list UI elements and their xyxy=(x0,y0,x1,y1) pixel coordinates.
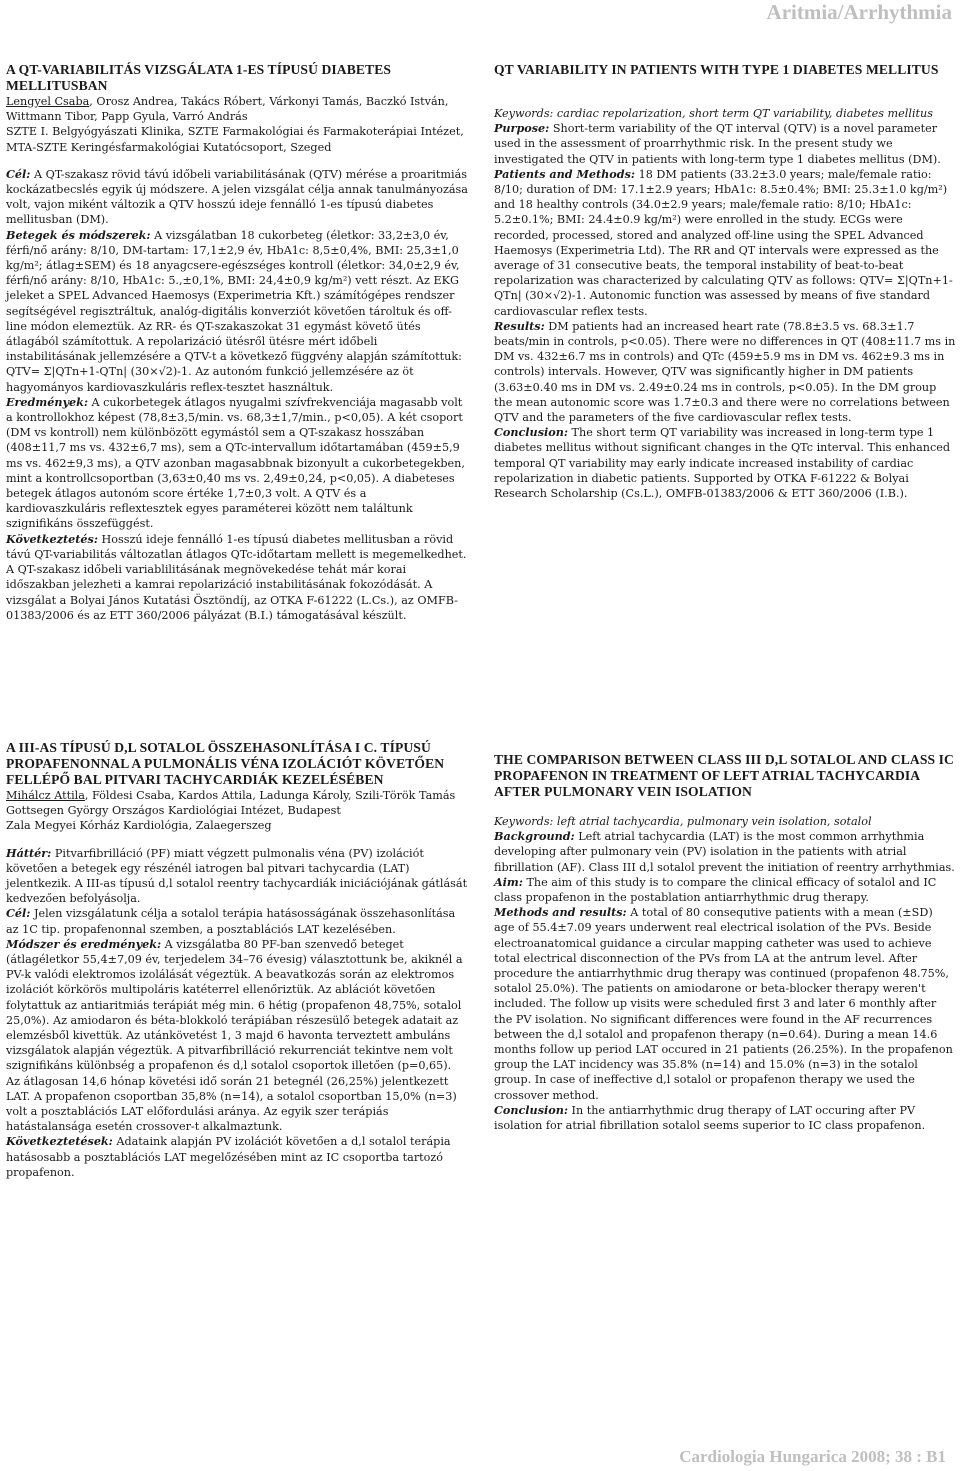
section-text: The aim of this study is to compare the clinical efficacy of sotalol and IC class propafenon in the postablation antiarrhythmic drug therapy. xyxy=(494,875,937,905)
affiliation: SZTE I. Belgyógyászati Klinika, SZTE Farmakológiai és Farmakoterápiai Intézet, MTA-SZTE Keringésfarmakológiai Kutatócsoport, Szeged xyxy=(6,125,464,154)
section-conclusion xyxy=(494,1103,956,1133)
affiliation-2: Zala Megyei Kórház Kardiológia, Zalaegerszeg xyxy=(6,819,272,833)
journal-footer: Cardiologia Hungarica 2008; 38 : B1 xyxy=(679,1447,946,1466)
abstract-title: A QT-VARIABILITÁS VIZSGÁLATA 1-ES TÍPUSÚ DIABETES MELLITUSBAN xyxy=(6,62,392,93)
section-label: Patients and Methods: xyxy=(494,166,636,181)
section-label: Következtetés: xyxy=(6,531,98,546)
presenting-author: Lengyel Csaba xyxy=(6,95,90,108)
section-label: Betegek és módszerek: xyxy=(6,227,151,242)
section-label: Aim: xyxy=(494,874,523,889)
section-label: Conclusion: xyxy=(494,1102,568,1117)
section-text: A cukorbetegek átlagos nyugalmi szívfrekvenciája magasabb volt a kontrollokhoz képest (78,8±3,5/min. vs. 68,3±1,7/min., p<0,05). A két csoport (DM vs kontroll) nem különbözött egymástól sem a QT-szakasz hosszában (408±11,7 ms vs. 432±6,7 ms), sem a QTc-intervallum időtartamában (459±5,9 ms vs. 462±9,3 ms), a QTV azonban magasabbnak bizonyult a cukorbetegekben, mint a kontrollcsoportban (3,63±0,40 ms vs. 2,49±0,24, p<0,05). A diabeteses betegek átlagos autonóm score értéke 1,7±0,3 volt. A QTV és a kardiovaszkuláris reflextesztek egyes paraméterei között nem találtunk szignifikáns összefüggést. xyxy=(6,395,465,531)
section-label: Módszer és eredmények: xyxy=(6,936,162,951)
abstract-1-english xyxy=(494,62,956,501)
section-label: Háttér: xyxy=(6,845,52,860)
section-methods xyxy=(6,937,468,1135)
section-conclusion xyxy=(494,425,956,501)
abstract-1-hungarian xyxy=(6,62,468,623)
section-text: Short-term variability of the QT interval (QTV) is a novel parameter used in the assessment of proarrhythmic risk. In the present study we investigated the QTV in patients with long-term type 1 diabetes mellitus (DM). xyxy=(494,122,941,166)
abstract-title: QT VARIABILITY IN PATIENTS WITH TYPE 1 DIABETES MELLITUS xyxy=(494,62,939,77)
section-methods xyxy=(6,228,468,395)
co-authors: , Orosz Andrea, Takács Róbert, Várkonyi Tamás, Baczkó István, Wittmann Tibor, Papp Gyula, Varró András xyxy=(6,95,449,124)
running-head: Aritmia/Arrhythmia xyxy=(766,0,952,24)
section-text: DM patients had an increased heart rate (78.8±3.5 vs. 68.3±1.7 beats/min in controls, p<0.05). There were no differences in QT (408±11.7 ms in DM vs. 432±6.7 ms in controls) and QTc (459±5.9 ms in DM vs. 462±9.3 ms in controls) intervals. However, QTV was significantly higher in DM patients (3.63±0.40 ms in DM vs. 2.49±0.24 ms in controls, p<0.05). In the DM group the mean autonomic score was 1.7±0.3 and there were no correlations between QTV and the parameters of the five cardiovascular reflex tests. xyxy=(494,319,956,425)
section-background xyxy=(6,846,468,907)
section-results xyxy=(494,319,956,425)
section-background xyxy=(494,829,956,875)
section-text: In the antiarrhythmic drug therapy of LAT occuring after PV isolation for atrial fibrillation sotalol seems superior to IC class propafenon. xyxy=(494,1103,926,1133)
section-label: Results: xyxy=(494,318,545,333)
section-conclusion xyxy=(6,532,468,623)
author-list xyxy=(6,94,468,124)
section-label: Eredmények: xyxy=(6,394,88,409)
section-text: Adataink alapján PV izolációt követően a d,l sotalol terápia hatásosabb a posztablációs LAT megelőzésében mint az IC csoportba tartozó propafenon. xyxy=(6,1135,451,1179)
section-text: Pitvarfibrilláció (PF) miatt végzett pulmonalis véna (PV) izolációt követően a betegek egy részénél iatrogen bal pitvari tachycardia (LAT) jelentkezik. A III-as típusú d,l sotalol reentry tachycardiák iniciációjának gátlását kedvezően befolyásolja. xyxy=(6,846,468,906)
section-text: Hosszú ideje fennálló 1-es típusú diabetes mellitusban a rövid távú QT-variabilitás változatlan átlagos QTc-időtartam mellett is megemelkedhet. A QT-szakasz időbeli variablilitásának megnövekedése tehát már korai időszakban jelezheti a kamrai repolarizáció instabilitásának fokozódását. A vizsgálat a Bolyai János Kutatási Ösztöndíj, az OTKA F-61222 (L.Cs.), az OMFB-01383/2006 és az ETT 360/2006 pályázat (B.I.) támogatásával készült. xyxy=(6,532,467,622)
section-text: A vizsgálatban 18 cukorbeteg (életkor: 33,2±3,0 év, férfi/nő arány: 8/10, DM-tartam: 17,1±2,9 év, HbA1c: 8,5±0,4%, BMI: 25,3±1,0 kg/m²; átlag±SEM) és 18 anyagcsere-egészséges kontroll (életkor: 34,0±2,9 év, férfi/nő arány: 8/10, HbA1c: 5.,±0,1%, BMI: 24,4±0,9 kg/m²) vett részt. Az EKG jeleket a SPEL Advanced Haemosys (Experimetria Kft.) számítógépes rendszer segítségével regisztráltuk, analóg-digitális konverziót követően tároltuk és off-line módon elemeztük. Az RR- és QT-szakaszokat 31 egymást követő ütés átlagából számítottuk. A repolarizáció ütésről ütésre mért időbeli instabilitásának jellemzésére a QTV-t a következő függvény alapján számítottuk: QTV= Σ|QTn+1-QTn| (30×√2)-1. Az autonóm funkció jellemzésére az öt hagyományos kardiovaszkuláris reflex-tesztet használtuk. xyxy=(6,228,462,394)
section-label: Következtetések: xyxy=(6,1134,113,1149)
keywords: Keywords: cardiac repolarization, short term QT variability, diabetes mellitus xyxy=(494,107,933,120)
keywords: Keywords: left atrial tachycardia, pulmonary vein isolation, sotalol xyxy=(494,815,872,828)
section-aim xyxy=(6,906,468,936)
section-label: Background: xyxy=(494,829,575,844)
section-text: A total of 80 consequtive patients with a mean (±SD) age of 55.4±7.09 years underwent real electrical isolation of the PVs. Beside electroanatomical guidance a circular mapping catheter was used to achieve total electrical disconnection of the PVs from LA at the antrum level. After procedure the antiarrhythmic drug therapy was continued (propafenon 48.75%, sotalol 25.0%). The patients on amiodarone or beta-blocker therapy weren't included. The follow up visits were scheduled first 3 and later 6 monthly after the PV isolation. No significant differences were found in the AF recurrences between the d,l sotalol and propafenon therapy (n=0.64). During a mean 14.6 months follow up period LAT occured in 21 patients (26.25%). In the propafenon group the LAT incidency was 35.8% (n=14) and 15.0% (n=3) in the sotalol group. In case of ineffective d,l sotalol or propafenon therapy we used the crossover method. xyxy=(494,906,953,1102)
section-text: A QT-szakasz rövid távú időbeli variabilitásának (QTV) mérése a proaritmiás kockázatbecslés egyik új módszere. A jelen vizsgálat célja annak tanulmányozása volt, vajon miként változik a QTV hosszú ideje fennálló 1-es típusú diabetes mellitusban (DM). xyxy=(6,167,468,227)
section-text: 18 DM patients (33.2±3.0 years; male/female ratio: 8/10; duration of DM: 17.1±2.9 years; HbA1c: 8.5±0.4%; BMI: 25.3±1.0 kg/m²) and 18 healthy controls (34.0±2.9 years; male/female ratio: 8/10; HbA1c: 5.2±0.1%; BMI: 24.4±0.9 kg/m²) were enrolled in the study. ECGs were recorded, processed, stored and analyzed off-line using the SPEL Advanced Haemosys (Experimetria Ltd). The RR and QT intervals were expressed as the average of 31 consecutive beats, the temporal instability of beat-to-beat repolarization was characterized by calculating QTV as follows: QTV= Σ|QTn+1-QTn| (30×√2)-1. Autonomic function was assessed by means of five standard cardiovascular reflex tests. xyxy=(494,167,953,318)
abstract-2-hungarian xyxy=(6,740,468,1180)
section-methods xyxy=(494,905,956,1103)
section-label: Conclusion: xyxy=(494,425,568,440)
presenting-author: Mihálcz Attila xyxy=(6,789,85,802)
section-aim xyxy=(494,875,956,905)
section-text: Left atrial tachycardia (LAT) is the most common arrhythmia developing after pulmonary vein (PV) isolation in the patients with atrial fibrillation (AF). Class III d,l sotalol prevent the initiation of reentry arrhythmias. xyxy=(494,830,955,874)
author-list xyxy=(6,788,468,803)
section-label: Cél: xyxy=(6,906,31,921)
abstract-title: THE COMPARISON BETWEEN CLASS III D,L SOTALOL AND CLASS IC PROPAFENON IN TREATMENT OF LEFT ATRIAL TACHYCARDIA AFTER PULMONARY VEIN ISOLATION xyxy=(494,752,954,799)
abstract-2-english xyxy=(494,752,956,1133)
section-purpose xyxy=(494,121,956,167)
section-label: Cél: xyxy=(6,166,31,181)
section-results xyxy=(6,395,468,532)
section-methods xyxy=(494,167,956,319)
co-authors: , Földesi Csaba, Kardos Attila, Ladunga Károly, Szili-Török Tamás xyxy=(84,789,456,802)
section-label: Methods and results: xyxy=(494,905,627,920)
affiliation-1: Gottsegen György Országos Kardiológiai Intézet, Budapest xyxy=(6,804,341,818)
section-text: A vizsgálatba 80 PF-ban szenvedő beteget (átlagéletkor 55,4±7,09 év, terjedelem 34–76 évesig) választottunk be, akiknél a PV-k valódi elektromos izolálását végeztük. A beavatkozás során az elektromos izolációt körkörös multipoláris katéterrel ellenőriztük. Az ablációt követően folytattuk az antiaritmiás terápiát még min. 6 hétig (propafenon 48,75%, sotalol 25,0%). Az amiodaron és béta-blokkoló terápiában részesülő betegek adatait az elemzésből kivettük. Az utánkövetést 1, 3 majd 6 havonta terveztett ambuláns vizsgálatok alapján végeztük. A pitvarfibrilláció rekurrenciát tekintve nem volt szignifikáns különbség a propafenon és d,l sotalol csoportok illetően (p=0,65). Az átlagosan 14,6 hónap követési idő során 21 betegnél (26,25%) jelentkezett LAT. A propafenon csoportban 35,8% (n=14), a sotalol csoportban 15,0% (n=3) volt a posztablációs LAT előfordulási aránya. Az egyik szer terápiás hatástalansága esetén crossover-t alkalmaztunk. xyxy=(6,937,463,1134)
section-text: Jelen vizsgálatunk célja a sotalol terápia hatásosságának összehasonlítása az 1C tip. propafenonnal szemben, a posztablációs LAT kezelésében. xyxy=(6,907,456,936)
section-label: Purpose: xyxy=(494,121,550,136)
section-conclusion xyxy=(6,1134,468,1180)
section-aim xyxy=(6,167,468,228)
section-text: The short term QT variability was increased in long-term type 1 diabetes mellitus without significant changes in the QTc interval. This enhanced temporal QT variability may early indicate increased instability of cardiac repolarization in diabetic patients. Supported by OTKA F-61222 & Bolyai Research Scholarship (Cs.L.), OMFB-01383/2006 & ETT 360/2006 (I.B.). xyxy=(494,426,950,501)
abstract-title: A III-AS TÍPUSÚ D,L SOTALOL ÖSSZEHASONLÍTÁSA I C. TÍPUSÚ PROPAFENONNAL A PULMONÁLIS VÉNA IZOLÁCIÓT KÖVETŐEN FELLÉPŐ BAL PITVARI TACHYCARDIÁK KEZELÉSÉBEN xyxy=(6,740,445,787)
